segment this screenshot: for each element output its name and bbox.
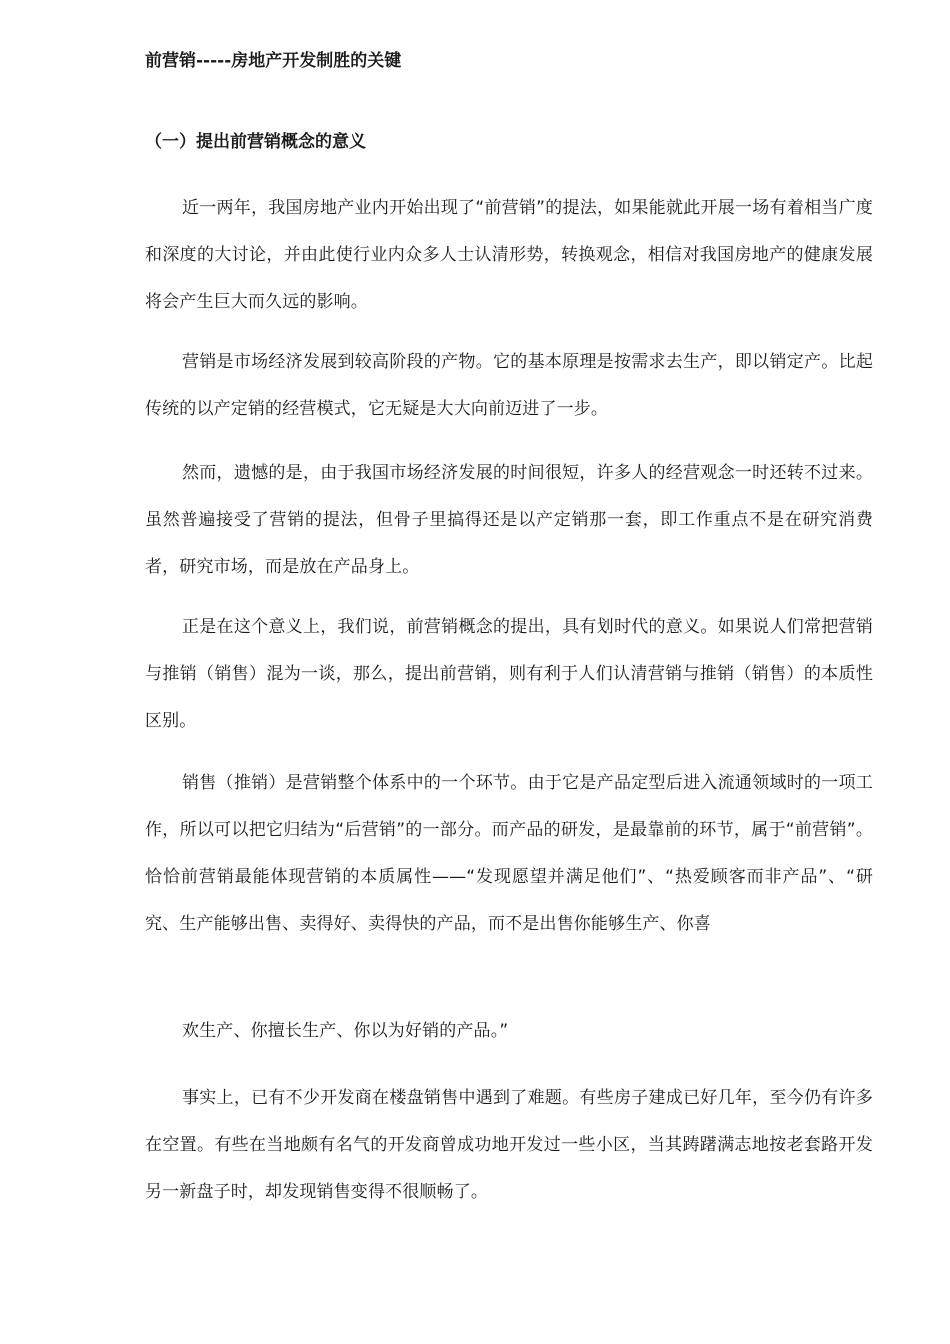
paragraph-3: 然而，遗憾的是，由于我国市场经济发展的时间很短，许多人的经营观念一时还转不过来。虽然普遍接受了营销的提法，但骨子里搞得还是以产定销那一套，即工作重点不是在研究消费者，研究市场，而是放在产品身上。: [145, 463, 873, 577]
paragraph-6: 欢生产、你擅长生产、你以为好销的产品。”: [182, 1021, 509, 1041]
section-heading: （一）提出前营销概念的意义: [145, 132, 366, 152]
paragraph-4: 正是在这个意义上，我们说，前营销概念的提出，具有划时代的意义。如果说人们常把营销与推销（销售）混为一谈，那么，提出前营销，则有利于人们认清营销与推销（销售）的本质性区别。: [145, 617, 873, 731]
document-title: 前营销-----房地产开发制胜的关键: [145, 51, 402, 71]
paragraph-2: 营销是市场经济发展到较高阶段的产物。它的基本原理是按需求去生产，即以销定产。比起传统的以产定销的经营模式，它无疑是大大向前迈进了一步。: [145, 352, 873, 419]
paragraph-1: 近一两年，我国房地产业内开始出现了“前营销”的提法，如果能就此开展一场有着相当广度和深度的大讨论，并由此使行业内众多人士认清形势，转换观念，相信对我国房地产的健康发展将会产生巨大而久远的影响。: [145, 198, 873, 312]
paragraph-7: 事实上，已有不少开发商在楼盘销售中遇到了难题。有些房子建成已好几年，至今仍有许多在空置。有些在当地颇有名气的开发商曾成功地开发过一些小区，当其踌躇满志地按老套路开发另一新盘子时，却发现销售变得不很顺畅了。: [145, 1088, 873, 1202]
paragraph-5: 销售（推销）是营销整个体系中的一个环节。由于它是产品定型后进入流通领域时的一项工作，所以可以把它归结为“后营销”的一部分。而产品的研发，是最靠前的环节，属于“前营销”。恰恰前营销最能体现营销的本质属性——“发现愿望并满足他们”、“热爱顾客而非产品”、“研究、生产能够出售、卖得好、卖得快的产品，而不是出售你能够生产、你喜: [145, 773, 873, 934]
